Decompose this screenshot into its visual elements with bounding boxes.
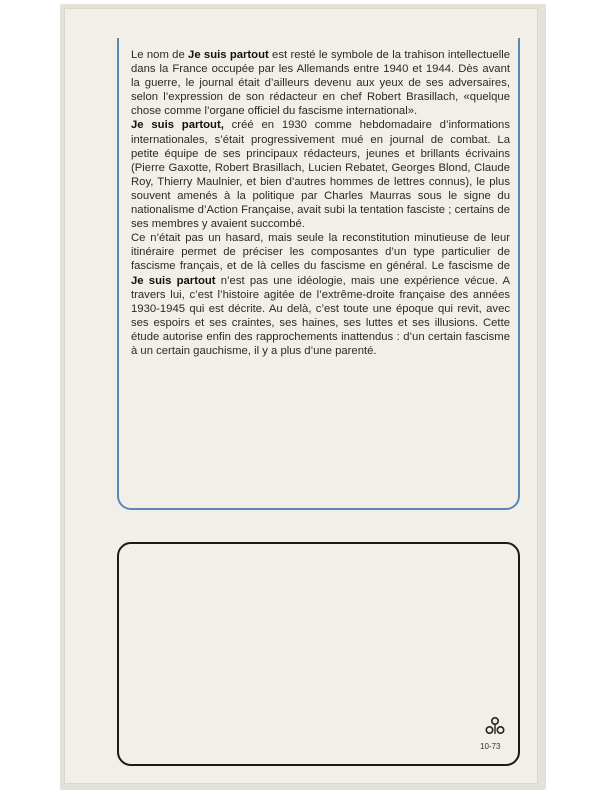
blurb-text-run: Ce n’était pas un hasard, mais seule la reconstitution minutieuse de leur itinéraire permet de préciser les composantes d’un type particulier de fascisme français, et de là celles du fascisme en général. Le fascisme de [131, 232, 510, 273]
blurb-paragraph-2 [131, 118, 510, 231]
blurb-paragraph-3 [131, 231, 510, 358]
blurb-text-run: est resté le symbole de la trahison intellectuelle dans la France occupée par les Allemands entre 1940 et 1944. Dès avant la guerre, le journal était d’ailleurs devenu aux yeux de ses adversaires, selon l’expression de son rédacteur en chef Robert Brasillach, «quelque chose comme l’organe officiel du fascisme international». [131, 49, 510, 118]
publisher-logo-icon [484, 716, 506, 736]
blurb-text-run: Le nom de [131, 49, 189, 61]
catalog-code: 10-73 [480, 742, 501, 751]
blurb-text-run: créé en 1930 comme hebdomadaire d’informations internationales, s’était progressivement mué en journal de combat. La petite équipe de ses principaux rédacteurs, jeunes et brillants écrivains (Pierre Gaxotte, Robert Brasillach, Lucien Rebatet, Georges Blond, Claude Roy, Thierry Maulnier, et bien d’autres hommes de lettres connus), le plus souvent amenés à la politique par Charles Maurras sous le signe du nationalisme d’Action Française, avait subi la tentation fasciste ; certains de ses membres y avaient succombé. [131, 119, 510, 231]
journal-title: Je suis partout, [131, 119, 224, 132]
blurb-text [131, 48, 510, 358]
empty-frame [117, 542, 520, 766]
journal-title: Je suis partout [188, 49, 269, 61]
journal-title: Je suis partout [131, 274, 216, 287]
blurb-paragraph-1 [131, 48, 510, 118]
blurb-text-run: n’est pas une idéologie, mais une expérience vécue. A travers lui, c’est l’histoire agitée de l’extrême-droite française des années 1930-1945 qui est décrite. Au delà, c’est toute une époque qui revit, avec ses espoirs et ses craintes, ses haines, ses luttes et ses illusions. Cette étude autorise enfin des rapprochements inattendus : d’un certain fascisme à un certain gauchisme, il y a plus d’une parenté. [131, 274, 510, 357]
